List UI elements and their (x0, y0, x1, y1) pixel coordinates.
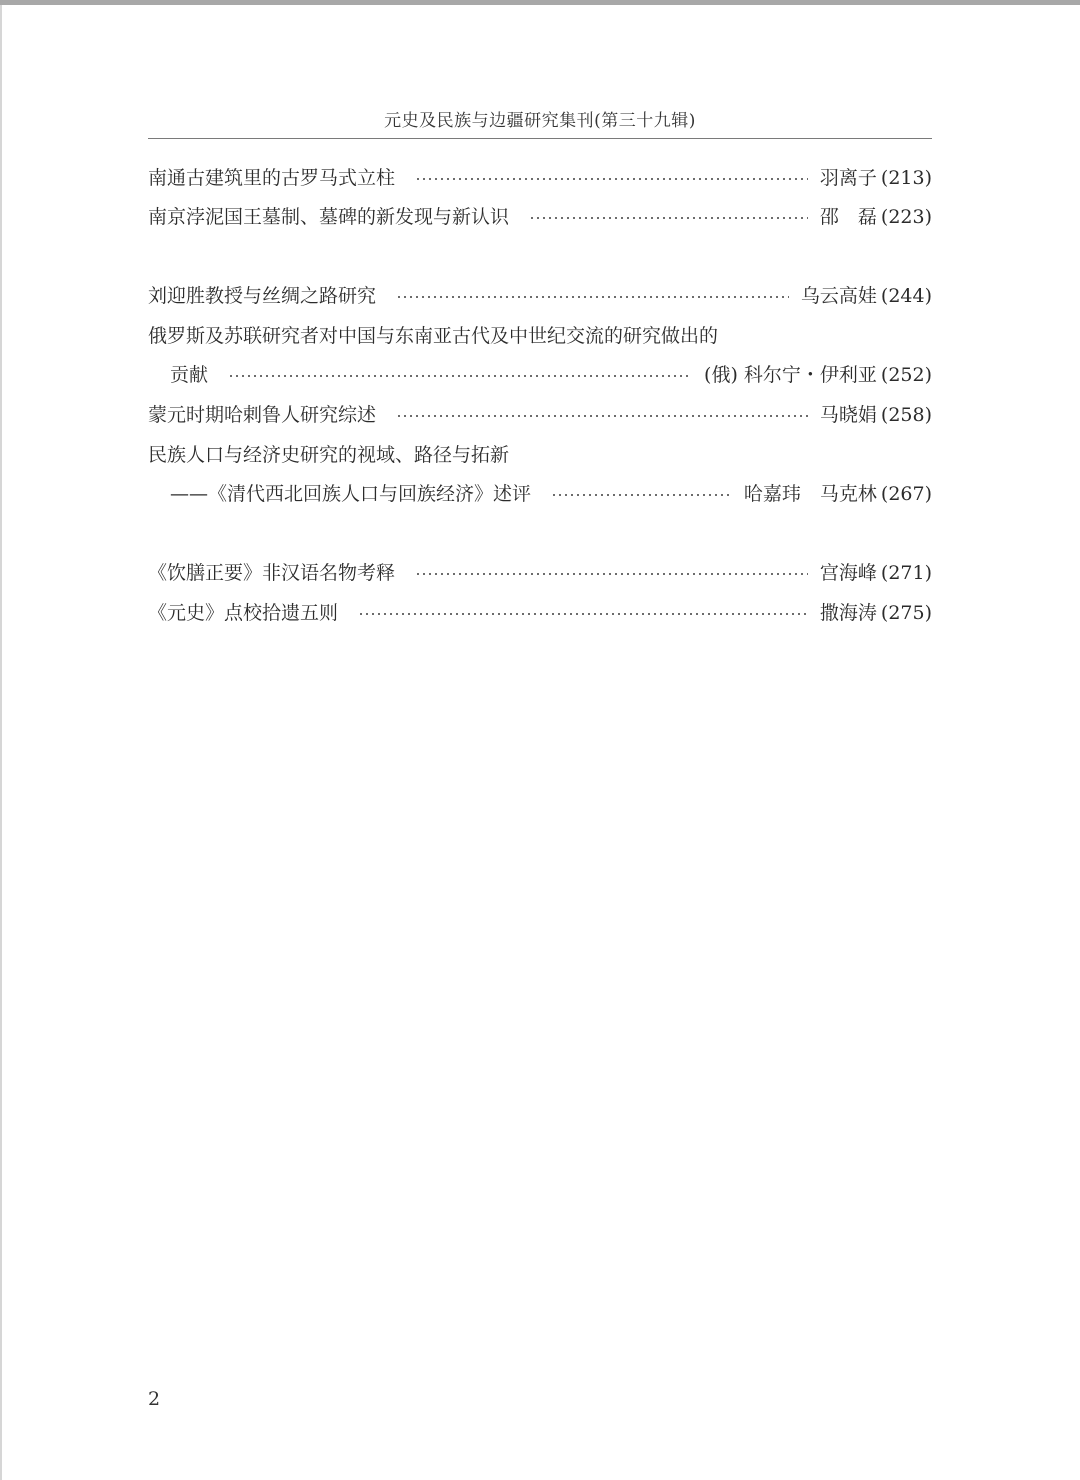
toc-entry-title: 蒙元时期哈剌鲁人研究综述 (148, 404, 377, 426)
toc-entry-page: (244) (880, 285, 932, 307)
toc-entry-title-line[interactable] (148, 441, 932, 469)
toc-entry-page: (258) (880, 404, 932, 426)
toc-entry[interactable] (170, 361, 932, 389)
leader-dots (551, 493, 732, 497)
toc-entry-page: (223) (880, 206, 932, 228)
toc-entry-author: 羽离子 (819, 167, 877, 189)
leader-dots (415, 572, 808, 576)
toc-entry-author: (俄) 科尔宁・伊利亚 (704, 364, 877, 386)
leader-dots (228, 374, 692, 378)
page-number: 2 (148, 1388, 161, 1410)
toc-entry-author: 哈嘉玮 马克林 (743, 483, 877, 505)
toc-entry-title: 民族人口与经济史研究的视域、路径与拓新 (148, 444, 510, 466)
toc-entry-author: 邵 磊 (819, 206, 877, 228)
toc-entry-page: (267) (880, 483, 932, 505)
toc-entry[interactable] (148, 164, 932, 192)
toc-entry-title: 贡献 (170, 364, 209, 386)
toc-entry[interactable] (170, 480, 932, 508)
leader-dots (415, 177, 808, 181)
toc-entry-page: (213) (880, 167, 932, 189)
toc-entry-page: (252) (880, 364, 932, 386)
toc-entry-subtitle: ——《清代西北回族人口与回族经济》述评 (170, 483, 532, 505)
leader-dots (396, 414, 808, 418)
toc-entry[interactable] (148, 203, 932, 231)
toc-entry-author: 撒海涛 (819, 602, 877, 624)
leader-dots (529, 216, 808, 220)
toc-entry-author: 宫海峰 (819, 562, 877, 584)
toc-entry-title: 南通古建筑里的古罗马式立柱 (148, 167, 396, 189)
page-top-border (0, 0, 1080, 5)
toc-entry-title: 刘迎胜教授与丝绸之路研究 (148, 285, 377, 307)
running-header-title: 元史及民族与边疆研究集刊(第三十九辑) (384, 111, 696, 131)
toc-entry-page: (271) (880, 562, 932, 584)
toc-entry-page: (275) (880, 602, 932, 624)
toc-entry[interactable] (148, 282, 932, 310)
leader-dots (396, 295, 789, 299)
toc-entry[interactable] (148, 559, 932, 587)
header-rule (148, 138, 932, 139)
toc-entry[interactable] (148, 599, 932, 627)
toc-entry[interactable] (148, 401, 932, 429)
leader-dots (358, 612, 808, 616)
toc-entry-author: 乌云高娃 (800, 285, 877, 307)
toc-entry-title: 俄罗斯及苏联研究者对中国与东南亚古代及中世纪交流的研究做出的 (148, 325, 719, 347)
toc-entry-title: 《元史》点校拾遗五则 (148, 602, 339, 624)
toc-entry-title: 南京浡泥国王墓制、墓碑的新发现与新认识 (148, 206, 510, 228)
toc-entry-title: 《饮膳正要》非汉语名物考释 (148, 562, 396, 584)
page-left-edge (0, 5, 2, 1480)
toc-entry-title-line[interactable] (148, 322, 932, 350)
toc-entry-author: 马晓娟 (819, 404, 877, 426)
